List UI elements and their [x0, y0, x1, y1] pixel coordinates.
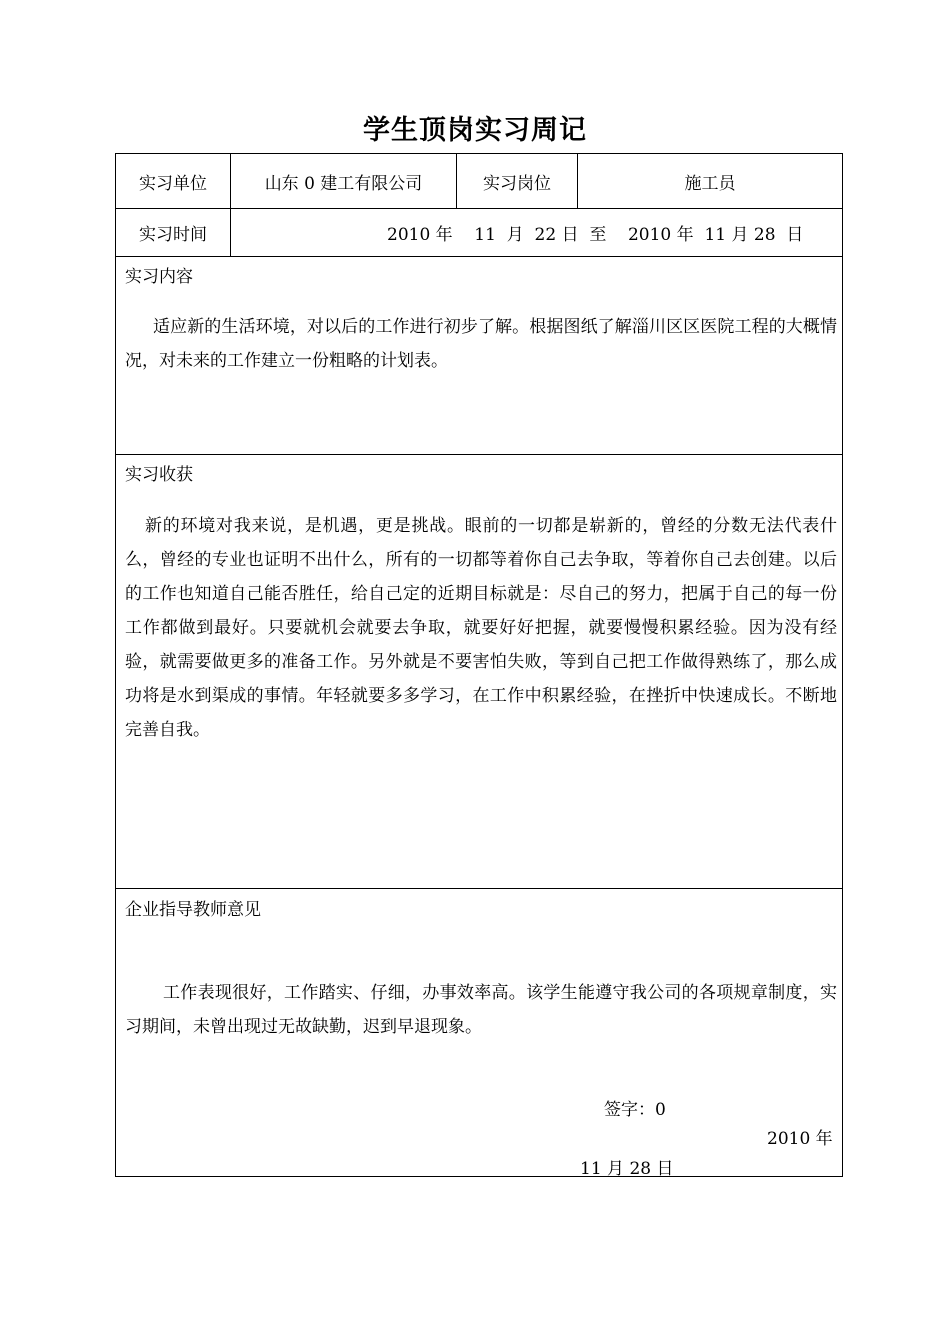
weekly-report-table: [115, 153, 843, 1177]
signature-year: 2010 年: [767, 1129, 833, 1149]
time-label: 实习时间: [139, 225, 207, 245]
content-text: 适应新的生活环境，对以后的工作进行初步了解。根据图纸了解淄川区区医院工程的大概情况，对未来的工作建立一份粗略的计划表。: [125, 317, 837, 371]
opinion-text: 工作表现很好，工作踏实、仔细，办事效率高。该学生能遵守我公司的各项规章制度，实习期间，未曾出现过无故缺勤，迟到早退现象。: [125, 983, 837, 1037]
post-value: 施工员: [684, 173, 736, 194]
content-label: 实习内容: [125, 267, 193, 287]
row-divider-3: [116, 454, 842, 455]
gains-text: 新的环境对我来说，是机遇，更是挑战。眼前的一切都是崭新的，曾经的分数无法代表什么，曾经的专业也证明不出什么，所有的一切都等着你自己去争取，等着你自己去创建。以后的工作也知道自己能否胜任，给自己定的近期目标就是：尽自己的努力，把属于自己的每一份工作都做到最好。只要就机会就要去争取，就要好好把握，就要慢慢积累经验。因为没有经验，就需要做更多的准备工作。另外就是不要害怕失败，等到自己把工作做得熟练了，那么成功将是水到渠成的事情。年轻就要多多学习，在工作中积累经验，在挫折中快速成长。不断地完善自我。: [125, 516, 837, 740]
time-value: 2010 年 11 月 22 日 至 2010 年 11 月 28 日: [387, 225, 804, 245]
signature: 签字：0: [604, 1100, 666, 1120]
post-label: 实习岗位: [483, 173, 551, 194]
unit-label: 实习单位: [139, 173, 207, 194]
page-title: 学生顶岗实习周记: [363, 115, 587, 146]
opinion-label: 企业指导教师意见: [125, 900, 261, 920]
unit-value: 山东 0 建工有限公司: [264, 173, 423, 194]
row-divider-2: [116, 256, 842, 257]
gains-label: 实习收获: [125, 465, 193, 485]
row-divider-4: [116, 888, 842, 889]
signature-date: 11 月 28 日: [580, 1159, 674, 1179]
